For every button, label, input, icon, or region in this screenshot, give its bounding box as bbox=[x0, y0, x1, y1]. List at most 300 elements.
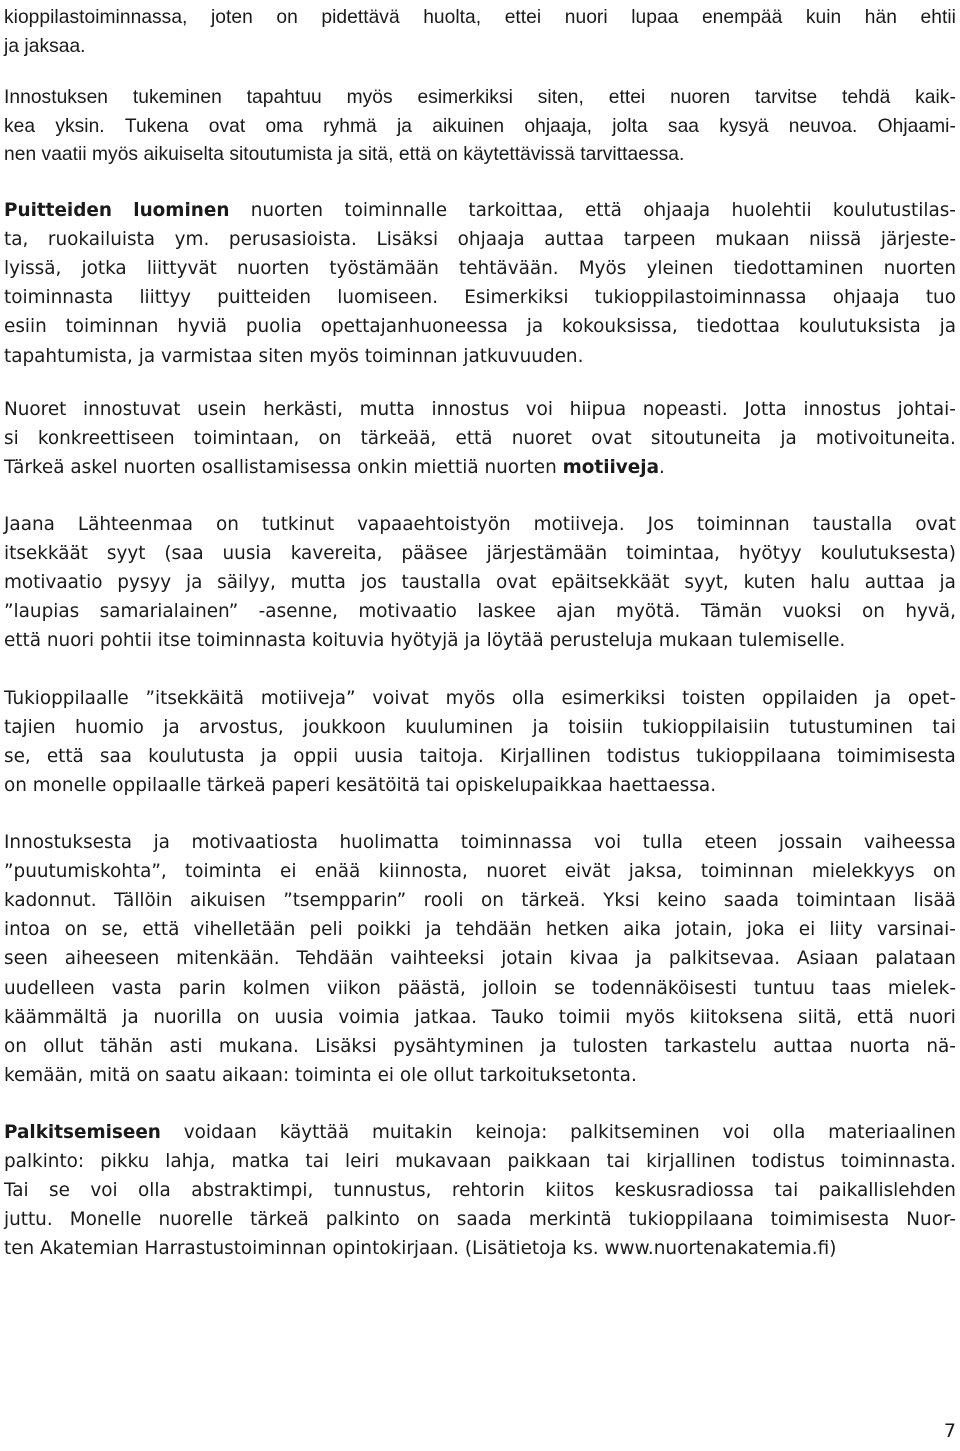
word: motivaatiosta bbox=[191, 832, 319, 853]
word: jos bbox=[360, 572, 387, 594]
word: pääsee bbox=[401, 543, 468, 565]
word: jolta bbox=[612, 115, 648, 137]
word: toimii bbox=[558, 1006, 611, 1028]
word: kea bbox=[4, 115, 36, 137]
word: ja bbox=[163, 717, 180, 739]
word: ja bbox=[425, 919, 442, 941]
word: nopeasti. bbox=[642, 399, 728, 420]
word: innostus bbox=[431, 399, 510, 420]
word: ohjaaja, bbox=[524, 115, 592, 137]
text-run: on monelle oppilaalle tärkeä paperi kesätöitä tai opiskelupaikkaa haettaessa. bbox=[4, 775, 717, 797]
word: Ohjaami- bbox=[877, 115, 956, 137]
word: olla bbox=[511, 688, 545, 709]
word: aikuisen bbox=[189, 890, 266, 912]
word: auttaa bbox=[773, 1035, 834, 1057]
word: se, bbox=[4, 746, 31, 768]
word: esiin bbox=[4, 316, 47, 338]
word: ja bbox=[396, 115, 413, 137]
word: tarkoittaa, bbox=[468, 200, 564, 221]
text-line bbox=[4, 829, 956, 857]
word: tarkastelu bbox=[664, 1035, 757, 1057]
word: koulutustilas- bbox=[832, 200, 956, 221]
word: Innostuksen bbox=[4, 87, 109, 108]
text-line bbox=[4, 454, 665, 482]
word: ei bbox=[798, 919, 816, 941]
word: tuntuu bbox=[753, 977, 815, 999]
word: taitoja. bbox=[419, 746, 484, 768]
word: hiipua bbox=[569, 399, 627, 420]
word: perusasioista. bbox=[228, 229, 357, 251]
word: saada bbox=[456, 1209, 512, 1231]
word: asti bbox=[169, 1035, 203, 1057]
text-line bbox=[4, 1004, 956, 1032]
word: auttaa bbox=[864, 572, 925, 594]
word: motivaatio bbox=[358, 601, 457, 623]
word: tapahtuu bbox=[246, 87, 322, 108]
word: taas bbox=[831, 977, 872, 999]
word: Asiaan bbox=[796, 948, 859, 970]
word: ja bbox=[540, 1035, 557, 1057]
word: voi bbox=[525, 399, 554, 420]
word: tarvitse bbox=[754, 87, 818, 108]
word: itsekkäät bbox=[4, 543, 88, 565]
word: nuorten bbox=[236, 258, 310, 280]
word: Palkitsemiseen bbox=[4, 1122, 161, 1143]
word: Jotta bbox=[744, 399, 787, 420]
word: motiiveja” bbox=[260, 688, 356, 709]
word: kiinnosta, bbox=[378, 861, 468, 883]
word: ettei bbox=[608, 87, 646, 108]
word: paikallislehden bbox=[818, 1180, 956, 1202]
word: tai bbox=[932, 717, 956, 739]
word: palataan bbox=[875, 948, 956, 970]
word: usein bbox=[197, 399, 247, 420]
word: Tällöin bbox=[113, 890, 173, 912]
word: (saa bbox=[164, 543, 204, 565]
word: että bbox=[142, 919, 180, 941]
text-line bbox=[4, 1235, 836, 1263]
word: tukioppilastoiminnassa bbox=[594, 287, 807, 309]
word: tai bbox=[305, 1151, 329, 1173]
word: Myös bbox=[578, 258, 627, 280]
word: huomio bbox=[75, 717, 144, 739]
word: toiminnan bbox=[696, 514, 790, 535]
word: laskee bbox=[477, 601, 536, 623]
word: kivaa bbox=[569, 948, 619, 970]
word: kiitoksena bbox=[689, 1006, 784, 1028]
word: hyötyy bbox=[738, 543, 802, 565]
word: ovat bbox=[208, 115, 246, 137]
word: palkinto bbox=[325, 1209, 400, 1231]
text-line bbox=[4, 396, 956, 424]
word: palkinto: bbox=[4, 1151, 85, 1173]
word: uusia bbox=[274, 1006, 324, 1028]
word: ja bbox=[260, 746, 278, 768]
word: ja bbox=[153, 832, 170, 853]
word: oppii bbox=[293, 746, 339, 768]
word: nuoret bbox=[511, 428, 572, 450]
text-line bbox=[4, 226, 956, 254]
word: saada bbox=[723, 890, 779, 912]
word: materiaalinen bbox=[828, 1122, 956, 1143]
word: on bbox=[932, 861, 956, 883]
word: parin bbox=[178, 977, 226, 999]
word: lupaa bbox=[631, 7, 679, 28]
text-line bbox=[4, 540, 956, 568]
word: seen bbox=[4, 948, 48, 970]
word: mutta bbox=[359, 399, 415, 420]
word: joka bbox=[746, 919, 785, 941]
word: tähän bbox=[99, 1035, 154, 1057]
word: koulutusta bbox=[148, 746, 245, 768]
word: ja bbox=[122, 1006, 139, 1028]
word: huolta, bbox=[423, 7, 482, 28]
word: tehtävään. bbox=[459, 258, 559, 280]
word: ollut bbox=[43, 1035, 84, 1057]
word: liittyvät bbox=[146, 258, 217, 280]
word: jolloin bbox=[482, 977, 538, 999]
word: toiminnasta bbox=[4, 287, 114, 309]
word: toiminnassa bbox=[460, 832, 573, 853]
word: leiri bbox=[344, 1151, 380, 1173]
word: Kirjallinen bbox=[499, 746, 591, 768]
word: Lisäksi bbox=[376, 229, 439, 251]
word: myös bbox=[346, 87, 393, 108]
word: luominen bbox=[133, 200, 230, 221]
word: eteen bbox=[704, 832, 758, 853]
word: joukkoon bbox=[303, 717, 386, 739]
word: jotain, bbox=[675, 919, 733, 941]
word: liity bbox=[829, 919, 863, 941]
word: tukeminen bbox=[132, 87, 222, 108]
word: puolia bbox=[245, 316, 302, 338]
word: -asenne, bbox=[258, 601, 338, 623]
word: on bbox=[480, 890, 504, 912]
word: Lisäksi bbox=[315, 1035, 377, 1057]
text-run: että nuori pohtii itse toiminnasta koituvia hyötyjä ja löytää perusteluja mukaan tulemiselle. bbox=[4, 630, 846, 652]
word: vaihteeksi bbox=[390, 948, 485, 970]
word: hyvä, bbox=[905, 601, 956, 623]
word: toisiin bbox=[568, 717, 624, 739]
word: viikon bbox=[326, 977, 381, 999]
word: kioppilastoiminnassa, bbox=[4, 7, 188, 28]
word: nuoren bbox=[670, 87, 731, 108]
word: merkintä bbox=[528, 1209, 612, 1231]
word: halu bbox=[810, 572, 850, 594]
word: tunnustus, bbox=[333, 1180, 432, 1202]
word: ehtii bbox=[920, 7, 956, 28]
text-run: kemään, mitä on saatu aikaan: toiminta ei ole ollut tarkoituksetonta. bbox=[4, 1064, 637, 1086]
word: tärkeä bbox=[250, 1209, 309, 1231]
word: ajan bbox=[556, 601, 596, 623]
word: paikkaan bbox=[507, 1151, 591, 1173]
word: eivät bbox=[564, 861, 611, 883]
word: matka bbox=[231, 1151, 290, 1173]
text-line bbox=[4, 343, 583, 371]
word: toimimisesta bbox=[770, 1209, 890, 1231]
word: ja bbox=[526, 316, 544, 338]
word: ovat bbox=[495, 572, 537, 594]
word: vuoksi bbox=[782, 601, 842, 623]
text-line bbox=[4, 33, 86, 61]
word: samarialainen” bbox=[99, 601, 239, 623]
word: Jaana bbox=[4, 514, 55, 535]
word: tukioppilaana bbox=[696, 746, 822, 768]
text-line bbox=[4, 627, 845, 655]
word: ettei bbox=[504, 7, 542, 28]
word: se, bbox=[101, 919, 129, 941]
word: taustalla bbox=[812, 514, 893, 535]
word: tutustuminen bbox=[789, 717, 914, 739]
page-number: 7 bbox=[943, 1420, 956, 1442]
word: käyttää bbox=[279, 1122, 350, 1143]
word: sitoutuneita bbox=[650, 428, 762, 450]
word: kuin bbox=[805, 7, 842, 28]
text-run: ten Akatemian Harrastustoiminnan opintokirjaan. (Lisätietoja ks. www.nuortenakatemia.fi) bbox=[4, 1238, 837, 1260]
word: kolmen bbox=[242, 977, 311, 999]
word: pysähtyminen bbox=[393, 1035, 524, 1057]
word: kiitos bbox=[545, 1180, 595, 1202]
word: toisten bbox=[682, 688, 746, 709]
text-line bbox=[4, 197, 956, 225]
text-line bbox=[4, 84, 956, 112]
word: oma bbox=[265, 115, 303, 137]
word: ”laupias bbox=[4, 601, 80, 623]
word: vapaaehtoistyön bbox=[357, 514, 511, 535]
word: liittyy bbox=[139, 287, 191, 309]
word: on bbox=[4, 1035, 27, 1057]
word: on bbox=[215, 514, 239, 535]
word: rehtorin bbox=[451, 1180, 525, 1202]
word: nuoret bbox=[486, 861, 547, 883]
text-line bbox=[4, 975, 956, 1003]
word: Tehdään bbox=[296, 948, 374, 970]
word: on bbox=[236, 1006, 260, 1028]
word: ja bbox=[939, 572, 956, 594]
text-line bbox=[4, 1177, 956, 1205]
word: mukana. bbox=[218, 1035, 299, 1057]
word: syyt bbox=[106, 543, 146, 565]
word: Jos bbox=[647, 514, 674, 535]
word: ja bbox=[635, 948, 653, 970]
word: tutkinut bbox=[261, 514, 335, 535]
word: lyissä, bbox=[4, 258, 62, 280]
word: jossain bbox=[778, 832, 843, 853]
word: ohjaaja bbox=[457, 229, 525, 251]
word: että bbox=[46, 746, 84, 768]
text-line bbox=[4, 772, 716, 800]
word: myös bbox=[445, 688, 496, 709]
word: voivat bbox=[372, 688, 429, 709]
word: Nuoret bbox=[4, 399, 67, 420]
word: todistus bbox=[751, 1151, 825, 1173]
word: vasta bbox=[111, 977, 162, 999]
word: aika bbox=[623, 919, 662, 941]
word: Tukioppilaalle bbox=[4, 688, 129, 709]
word: se bbox=[554, 977, 576, 999]
word: kysyä bbox=[719, 115, 769, 137]
word: tulosten bbox=[572, 1035, 648, 1057]
word: ja bbox=[185, 572, 203, 594]
word: nuorten bbox=[883, 258, 956, 280]
word: motivoituneita. bbox=[815, 428, 956, 450]
word: toiminnalle bbox=[344, 200, 448, 221]
word: ym. bbox=[174, 229, 210, 251]
word: myös bbox=[625, 1006, 675, 1028]
text-line bbox=[4, 284, 956, 312]
word: voidaan bbox=[183, 1122, 257, 1143]
word: tarpeen bbox=[623, 229, 696, 251]
word: mukaan bbox=[715, 229, 790, 251]
word: kuten bbox=[743, 572, 796, 594]
word: jaksa, bbox=[628, 861, 683, 883]
word: pikku bbox=[100, 1151, 150, 1173]
word: tai bbox=[606, 1151, 631, 1173]
text-line bbox=[4, 425, 956, 453]
text-line bbox=[4, 141, 684, 169]
word: voi bbox=[722, 1122, 750, 1143]
word: juttu. bbox=[4, 1209, 53, 1231]
word: nuorten bbox=[250, 200, 324, 221]
text-line bbox=[4, 858, 956, 886]
word: ryhmä bbox=[323, 115, 377, 137]
word: toimintaa, bbox=[626, 543, 720, 565]
text-line bbox=[4, 598, 956, 626]
word: intoa bbox=[4, 919, 51, 941]
word: syyt, bbox=[684, 572, 729, 594]
text-run: ja jaksaa. bbox=[4, 35, 86, 57]
word: hyviä bbox=[177, 316, 228, 338]
word: esimerkiksi bbox=[417, 87, 513, 108]
text-line bbox=[4, 1206, 956, 1234]
text-run: nen vaatii myös aikuiselta sitoutumista ja sitä, että on käytettävissä tarvittaessa. bbox=[4, 144, 685, 165]
text-line bbox=[4, 887, 956, 915]
word: tärkeä. bbox=[521, 890, 586, 912]
word: jotka bbox=[81, 258, 127, 280]
word: johtai- bbox=[897, 399, 956, 420]
text-line bbox=[4, 945, 956, 973]
word: ja bbox=[532, 717, 549, 739]
word: todistus bbox=[606, 746, 681, 768]
word: abstraktimpi, bbox=[191, 1180, 314, 1202]
word: että bbox=[455, 428, 493, 450]
word: neuvoa. bbox=[788, 115, 858, 137]
word: arvostus, bbox=[198, 717, 284, 739]
word: innostuvat bbox=[82, 399, 181, 420]
word: poikki bbox=[356, 919, 412, 941]
word: aiheeseen bbox=[64, 948, 160, 970]
word: järjeste- bbox=[880, 229, 956, 251]
word: Tauko bbox=[491, 1006, 545, 1028]
word: Tai bbox=[4, 1180, 29, 1202]
word: uusia bbox=[354, 746, 404, 768]
text-line bbox=[4, 313, 956, 341]
word: herkästi, bbox=[263, 399, 343, 420]
word: tukioppilaisiin bbox=[642, 717, 770, 739]
text-line bbox=[4, 916, 956, 944]
word: siten, bbox=[537, 87, 584, 108]
word: tajien bbox=[4, 717, 56, 739]
word: jatkaa. bbox=[414, 1006, 477, 1028]
text-line bbox=[4, 1148, 956, 1176]
word: niissä bbox=[808, 229, 862, 251]
word: nuori bbox=[908, 1006, 956, 1028]
word: että bbox=[584, 200, 622, 221]
word: todennäköisesti bbox=[591, 977, 738, 999]
word: ruokailuista bbox=[47, 229, 156, 251]
word: toimintaan, bbox=[193, 428, 300, 450]
word: mitenkään. bbox=[176, 948, 280, 970]
text-line bbox=[4, 1033, 956, 1061]
word: rooli bbox=[423, 890, 464, 912]
word: toimintaan bbox=[796, 890, 897, 912]
word: tärkeää, bbox=[360, 428, 437, 450]
text-run: tapahtumista, ja varmistaa siten myös toiminnan jatkuvuuden. bbox=[4, 345, 584, 367]
word: saa bbox=[667, 115, 700, 137]
word: tai bbox=[774, 1180, 799, 1202]
word: ta, bbox=[4, 229, 29, 251]
word: Lähteenmaa bbox=[77, 514, 193, 535]
word: tehdään bbox=[455, 919, 532, 941]
word: voi bbox=[593, 832, 622, 853]
word: Innostuksesta bbox=[4, 832, 133, 853]
text-line bbox=[4, 1062, 637, 1090]
word: luomiseen. bbox=[337, 287, 439, 309]
word: Puitteiden bbox=[4, 200, 112, 221]
word: nä- bbox=[926, 1035, 956, 1057]
word: hetken bbox=[545, 919, 610, 941]
word: si bbox=[4, 428, 19, 450]
word: olla bbox=[138, 1180, 171, 1202]
word: joten bbox=[210, 7, 253, 28]
word: Tukena bbox=[124, 115, 189, 137]
word: esimerkiksi bbox=[561, 688, 666, 709]
word: on bbox=[862, 601, 885, 623]
word: enempää bbox=[701, 7, 783, 28]
bold-term: motiiveja bbox=[562, 457, 659, 479]
word: ei bbox=[280, 861, 297, 883]
word: säilyy, bbox=[217, 572, 276, 594]
word: pidettävä bbox=[321, 7, 400, 28]
word: mutta bbox=[290, 572, 346, 594]
word: on bbox=[416, 1209, 440, 1231]
word: keskusradiossa bbox=[614, 1180, 755, 1202]
word: palkitseminen bbox=[570, 1122, 700, 1143]
word: ohjaaja bbox=[643, 200, 711, 221]
word: ”tsempparin” bbox=[283, 890, 407, 912]
word: motiiveja. bbox=[533, 514, 625, 535]
text-line bbox=[4, 685, 956, 713]
word: työstämään bbox=[329, 258, 439, 280]
word: ja bbox=[939, 316, 956, 338]
word: epäitsekkäät bbox=[551, 572, 670, 594]
word: toiminta bbox=[185, 861, 262, 883]
word: huolimatta bbox=[339, 832, 440, 853]
word: nuorta bbox=[849, 1035, 911, 1057]
word: motivaatio bbox=[4, 572, 103, 594]
word: mielekkyys bbox=[811, 861, 915, 883]
word: opettajanhuoneessa bbox=[320, 316, 508, 338]
word: taustalla bbox=[401, 572, 482, 594]
word: järjestämään bbox=[486, 543, 608, 565]
word: yksin. bbox=[55, 115, 105, 137]
word: Nuor- bbox=[906, 1209, 956, 1231]
word: on bbox=[318, 428, 342, 450]
text-line bbox=[4, 113, 956, 141]
word: vihelletään bbox=[193, 919, 296, 941]
word: puitteiden bbox=[217, 287, 312, 309]
word: mielek- bbox=[887, 977, 956, 999]
